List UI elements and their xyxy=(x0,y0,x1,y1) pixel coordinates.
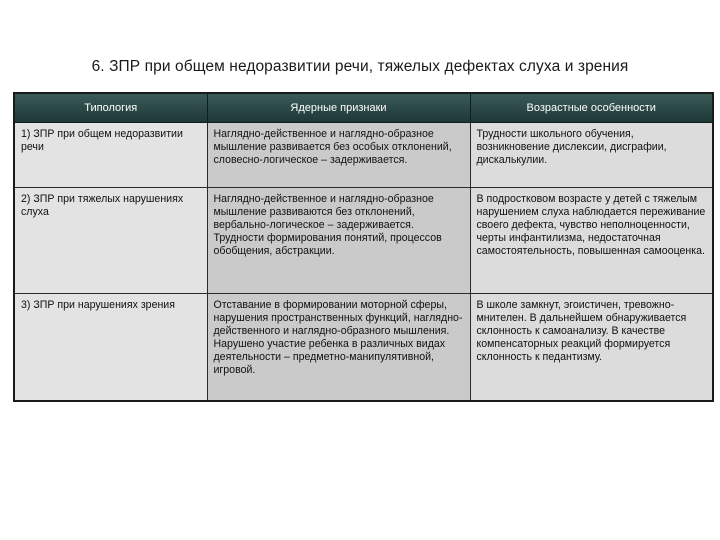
cell-core-features: Наглядно-действенное и наглядно-образное мышление развиваются без отклонений, вербально-логическое – задерживается. Трудности формирования понятий, процессов обобщения, абстракции. xyxy=(207,188,470,294)
table-row xyxy=(14,123,713,188)
cell-core-features: Наглядно-действенное и наглядно-образное мышление развивается без особых отклонений, словесно-логическое – задерживается. xyxy=(207,123,470,188)
table-header-row xyxy=(14,93,713,123)
table-row xyxy=(14,188,713,294)
header-core-features: Ядерные признаки xyxy=(207,93,470,123)
cell-typology: 2) ЗПР при тяжелых нарушениях слуха xyxy=(14,188,207,294)
cell-age-features: В подростковом возрасте у детей с тяжелым нарушением слуха наблюдается переживание своего дефекта, чувство неполноценности, черты инфантилизма, недостаточная самостоятельность, повышенная самооценка. xyxy=(470,188,713,294)
cell-typology: 1) ЗПР при общем недоразвитии речи xyxy=(14,123,207,188)
cell-age-features: Трудности школьного обучения, возникновение дислексии, дисграфии, дискалькулии. xyxy=(470,123,713,188)
slide-title: 6. ЗПР при общем недоразвитии речи, тяжелых дефектах слуха и зрения xyxy=(91,58,629,75)
header-typology: Типология xyxy=(14,93,207,123)
cell-age-features: В школе замкнут, эгоистичен, тревожно-мнителен. В дальнейшем обнаруживается склонность к самоанализу. В качестве компенсаторных реакций формируется склонность к педантизму. xyxy=(470,294,713,402)
cell-core-features: Отставание в формировании моторной сферы, нарушения пространственных функций, наглядно-действенного и наглядно-образного мышления. Нарушено участие ребенка в различных видах деятельности – предметно-манипулятивной, игровой. xyxy=(207,294,470,402)
cell-typology: 3) ЗПР при нарушениях зрения xyxy=(14,294,207,402)
comparison-table xyxy=(13,92,714,402)
header-age-features: Возрастные особенности xyxy=(470,93,713,123)
table-row xyxy=(14,294,713,402)
